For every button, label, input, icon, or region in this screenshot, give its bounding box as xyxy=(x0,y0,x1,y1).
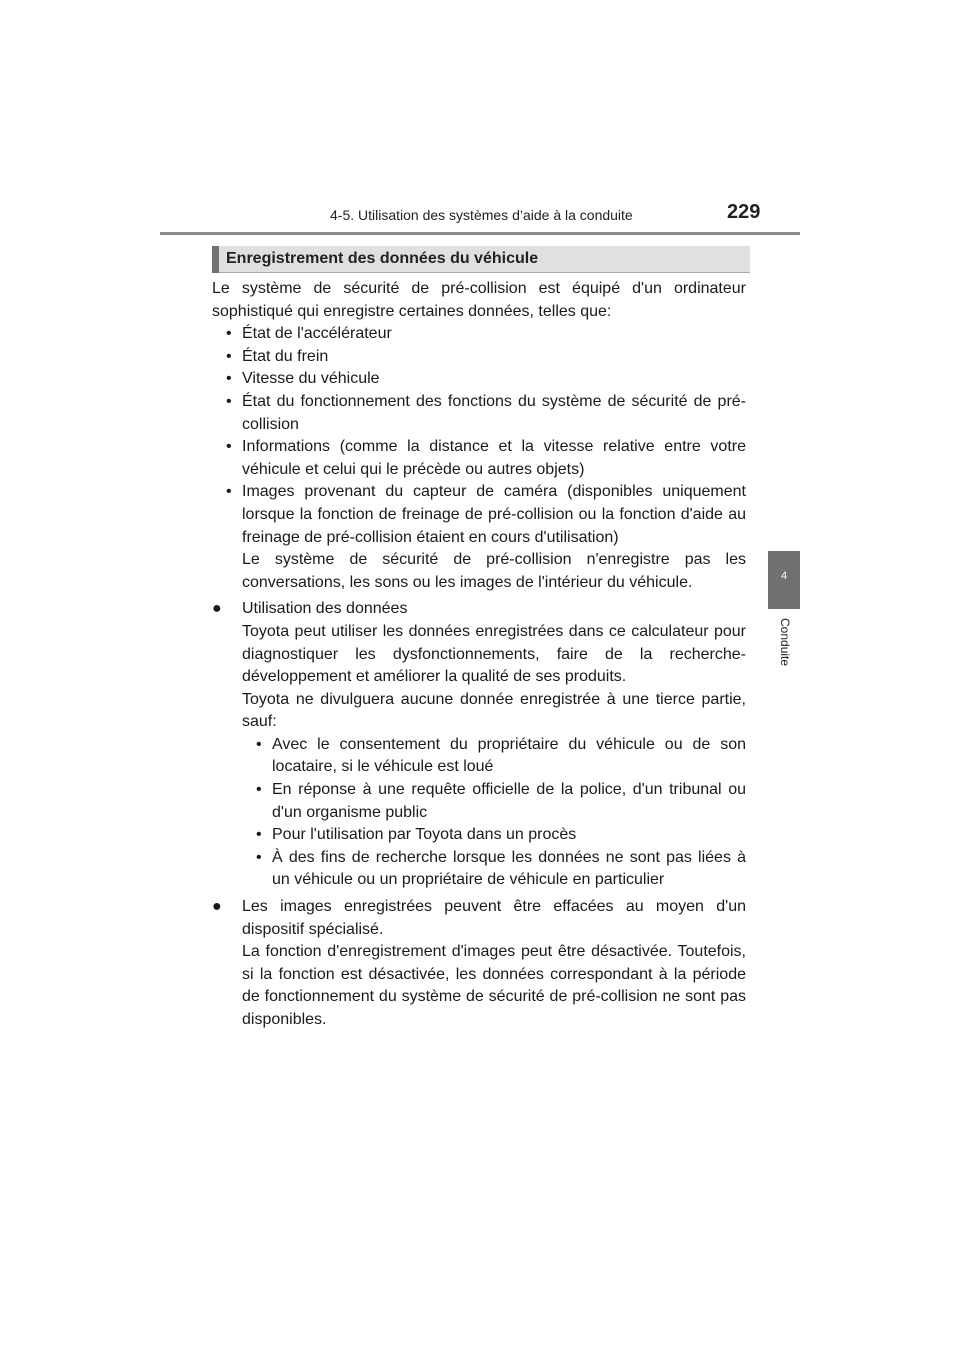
list-item: • État du frein xyxy=(212,346,746,369)
exceptions-wrap xyxy=(212,734,746,892)
list-item: • En réponse à une requête officielle de la police, d'un tribunal ou d'un organisme public xyxy=(242,779,746,824)
usage-section xyxy=(212,598,746,621)
list-item: • Pour l'utilisation par Toyota dans un procès xyxy=(242,824,746,847)
page-number: 229 xyxy=(727,201,761,223)
intro-paragraph: Le système de sécurité de pré-collision est équipé d'un ordinateur sophistiqué qui enregistre certaines données, telles que: xyxy=(212,280,746,320)
bullet-dot-icon: ● xyxy=(212,898,222,916)
list-item: • À des fins de recherche lorsque les données ne sont pas liées à un véhicule ou un propriétaire de véhicule en particulier xyxy=(242,847,746,892)
erase-paragraph-2: La fonction d'enregistrement d'images peut être désactivée. Toutefois, si la fonction est désactivée, les données correspondant à la période de fonctionnement du système de sécurité de pré-collision ne sont pas disponibles. xyxy=(242,943,746,1028)
usage-paragraph-2: Toyota ne divulguera aucune donnée enregistrée à une tierce partie, sauf: xyxy=(242,690,746,731)
section-heading-bar xyxy=(212,246,219,273)
chapter-tab-number: 4 xyxy=(780,570,788,582)
list-item: • Vitesse du véhicule xyxy=(212,368,746,391)
section-title: Enregistrement des données du véhicule xyxy=(226,250,539,267)
usage-paragraph-1: Toyota peut utiliser les données enregistrées dans ce calculateur pour diagnostiquer les dysfonctionnements, faire de la recherche-développement et améliorer la qualité de ses produits. xyxy=(242,622,746,686)
running-header-section: 4-5. Utilisation des systèmes d’aide à la conduite xyxy=(330,207,633,223)
chapter-tab-label: Conduite xyxy=(778,618,792,667)
images-note: Le système de sécurité de pré-collision n'enregistre pas les conversations, les sons ou les images de l'intérieur du véhicule. xyxy=(242,551,746,591)
bullet-dot-icon: ● xyxy=(212,600,222,618)
list-item: • État du fonctionnement des fonctions du système de sécurité de pré-collision xyxy=(212,391,746,436)
section-heading xyxy=(212,246,750,273)
list-item: • État de l'accélérateur xyxy=(212,323,746,346)
erase-section xyxy=(212,896,746,941)
recorded-data-list xyxy=(212,323,746,549)
list-item: • Avec le consentement du propriétaire du véhicule ou de son locataire, si le véhicule est loué xyxy=(242,734,746,779)
list-item: • Informations (comme la distance et la vitesse relative entre votre véhicule et celui qui le précède ou autres objets) xyxy=(212,436,746,481)
usage-title: Utilisation des données xyxy=(242,600,408,618)
main-content xyxy=(212,278,746,1032)
exceptions-list xyxy=(242,734,746,892)
erase-text: Les images enregistrées peuvent être effacées au moyen d'un dispositif spécialisé. xyxy=(242,898,746,938)
header-divider xyxy=(160,232,800,235)
list-item: • Images provenant du capteur de caméra (disponibles uniquement lorsque la fonction de freinage de pré-collision ou la fonction d'aide au freinage de pré-collision étaient en cours d'utilisation) xyxy=(212,481,746,549)
